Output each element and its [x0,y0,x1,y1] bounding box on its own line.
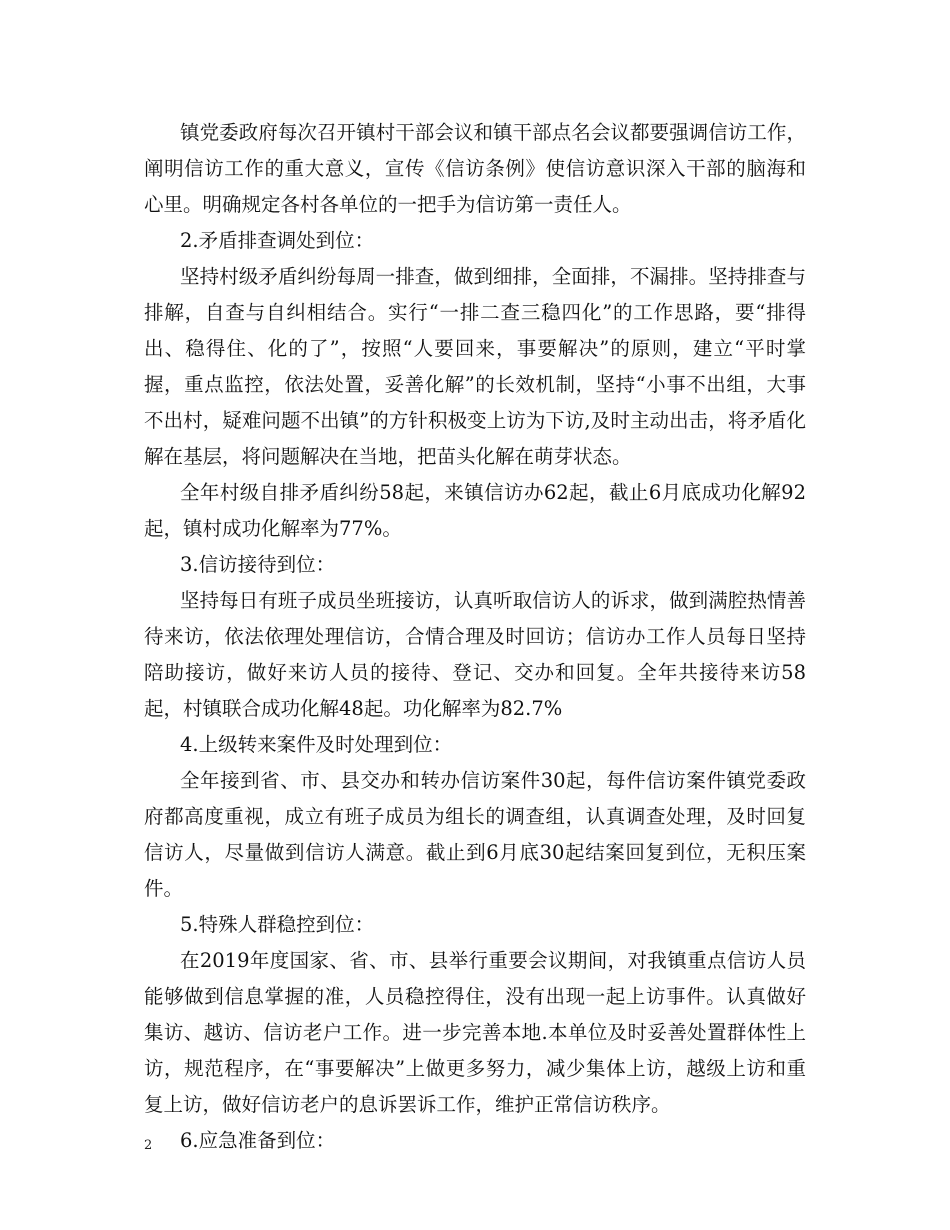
section-heading-4: 4.上级转来案件及时处理到位： [180,733,453,756]
paragraph-reception: 坚持每日有班子成员坐班接访，认真听取信访人的诉求，做到满腔热情善待来访，依法依理处理信访，合情合理及时回访；信访办工作人员每日坚持陪助接访，做好来访人员的接待、登记、交办和回复。全年共接待来访58起，村镇联合成功化解48起。功化解率为82.7% [144,589,806,720]
paragraph-intro: 镇党委政府每次召开镇村干部会议和镇干部点名会议都要强调信访工作，阐明信访工作的重大意义，宣传《信访条例》使信访意识深入干部的脑海和心里。明确规定各村各单位的一把手为信访第一责任人。 [144,121,806,216]
section-heading-3: 3.信访接待到位： [180,553,336,576]
document-body [144,115,806,1159]
section-heading-6: 6.应急准备到位： [180,1129,336,1152]
section-heading-2: 2.矛盾排查调处到位： [180,229,375,252]
paragraph-special-groups: 在2019年度国家、省、市、县举行重要会议期间，对我镇重点信访人员能够做到信息掌握的准，人员稳控得住，没有出现一起上访事件。认真做好集访、越访、信访老户工作。进一步完善本地.本单位及时妥善处置群体性上访，规范程序，在“事要解决”上做更多努力，减少集体上访，越级上访和重复上访，做好信访老户的息诉罢诉工作，维护正常信访秩序。 [144,949,806,1116]
section-heading-5: 5.特殊人群稳控到位： [180,913,375,936]
page-number: 2 [144,1138,153,1153]
paragraph-conflict-stats: 全年村级自排矛盾纠纷58起，来镇信访办62起，截止6月底成功化解92起，镇村成功化解率为77%。 [144,481,806,540]
paragraph-transferred-cases: 全年接到省、市、县交办和转办信访案件30起，每件信访案件镇党委政府都高度重视，成立有班子成员为组长的调查组，认真调查处理，及时回复信访人，尽量做到信访人满意。截止到6月底30起结案回复到位，无积压案件。 [144,769,806,900]
paragraph-conflict-investigation: 坚持村级矛盾纠纷每周一排查，做到细排，全面排，不漏排。坚持排查与排解，自查与自纠相结合。实行“一排二查三稳四化”的工作思路，要“排得出、稳得住、化的了”，按照“人要回来，事要解决”的原则，建立“平时掌握，重点监控，依法处置，妥善化解”的长效机制，坚持“小事不出组，大事不出村，疑难问题不出镇”的方针积极变上访为下访,及时主动出击，将矛盾化解在基层，将问题解决在当地，把苗头化解在萌芽状态。 [144,265,806,468]
